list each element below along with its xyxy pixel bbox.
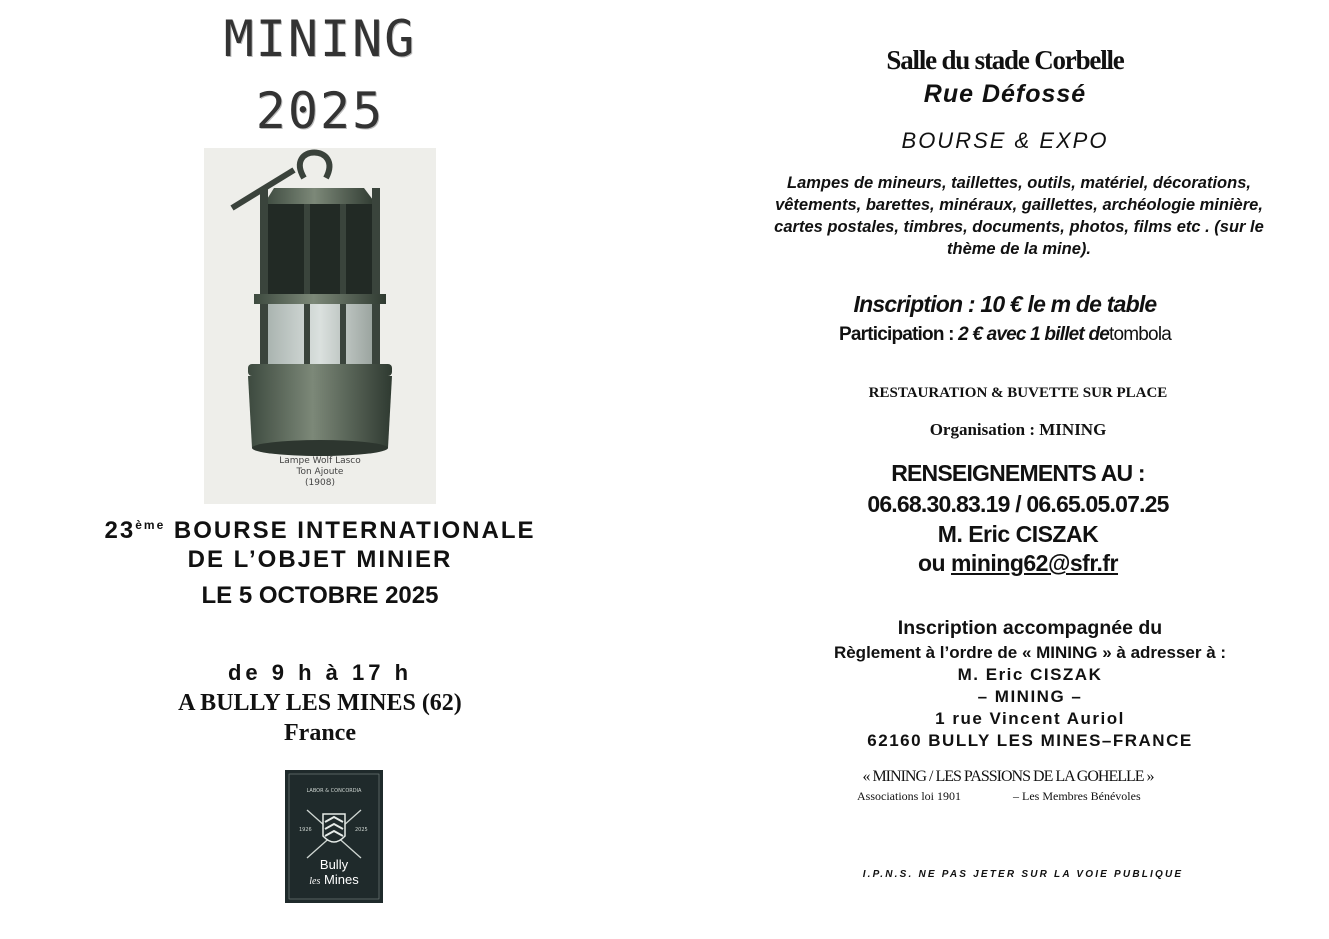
renseignements-heading: RENSEIGNEMENTS AU : xyxy=(891,460,1145,486)
event-title-line-2: DE L’OBJET MINIER xyxy=(187,546,453,573)
lamp-caption-line-2: Ton Ajoute xyxy=(296,467,344,477)
event-title-line-1 xyxy=(20,509,620,547)
association-members: – Les Membres Bénévoles xyxy=(1013,789,1141,803)
inscription-price: Inscription : 10 € le m de table xyxy=(853,291,1157,317)
title-mining: MINING xyxy=(223,10,417,68)
email-link[interactable]: mining62@sfr.fr xyxy=(950,550,1119,576)
items-line-2: vêtements, barettes, minéraux, gaillettes, archéologie minière, xyxy=(775,196,1263,214)
logo-year-left: 1926 xyxy=(299,827,312,833)
lamp-caption-line-3: (1908) xyxy=(305,478,335,488)
lamp-caption xyxy=(204,456,436,489)
participation-price xyxy=(705,324,1305,346)
address-line-5: 62160 BULLY LES MINES–FRANCE xyxy=(867,731,1193,750)
address-line-4: 1 rue Vincent Auriol xyxy=(935,709,1125,728)
event-place: A BULLY LES MINES (62) xyxy=(178,690,462,716)
logo-name-les: les xyxy=(309,876,321,887)
logo-motto: LABOR & CONCORDIA xyxy=(306,788,362,794)
association-type: Associations loi 1901 xyxy=(857,789,961,803)
event-number: 23 xyxy=(104,517,136,544)
bully-les-mines-logo xyxy=(285,770,383,903)
items-line-1: Lampes de mineurs, taillettes, outils, matériel, décorations, xyxy=(787,174,1251,192)
logo-year-right: 2025 xyxy=(355,827,368,833)
address-line-3: – MINING – xyxy=(977,687,1083,706)
logo-name-line-1: Bully xyxy=(319,857,349,872)
participation-tombola: tombola xyxy=(1109,324,1172,345)
contact-email-line xyxy=(718,550,1318,577)
event-country: France xyxy=(284,720,356,746)
email-prefix: ou xyxy=(917,550,951,576)
logo-name-line-2 xyxy=(285,873,383,889)
restauration-note: RESTAURATION & BUVETTE SUR PLACE xyxy=(868,385,1168,401)
items-line-3: cartes postales, timbres, documents, photos, films etc . (sur le xyxy=(774,218,1264,236)
association-name: « MINING / LES PASSIONS DE LA GOHELLE » xyxy=(862,768,1154,785)
contact-phones: 06.68.30.83.19 / 06.65.05.07.25 xyxy=(867,491,1169,517)
organisation-note: Organisation : MINING xyxy=(929,420,1107,439)
participation-amount: 2 € avec 1 billet de xyxy=(958,324,1110,345)
event-name: BOURSE INTERNATIONALE xyxy=(173,517,536,544)
miner-lamp-illustration xyxy=(204,148,436,504)
ipns-notice: I.P.N.S. NE PAS JETER SUR LA VOIE PUBLIQUE xyxy=(862,869,1184,880)
address-block xyxy=(730,642,1329,752)
event-hours: de 9 h à 17 h xyxy=(227,660,413,685)
contact-name: M. Eric CISZAK xyxy=(937,521,1099,547)
event-date: LE 5 OCTOBRE 2025 xyxy=(201,582,439,609)
miner-lamp-image xyxy=(204,148,436,504)
venue-name: Salle du stade Corbelle xyxy=(886,45,1124,75)
address-line-2: M. Eric CISZAK xyxy=(957,665,1103,684)
logo-name-mines: Mines xyxy=(324,872,359,887)
title-year: 2025 xyxy=(255,82,385,140)
participation-label: Participation : xyxy=(838,324,959,345)
items-line-4: thème de la mine). xyxy=(947,240,1091,258)
venue-street: Rue Défossé xyxy=(923,80,1087,108)
lamp-caption-line-1: Lampe Wolf Lasco xyxy=(279,456,361,466)
bourse-expo-heading: BOURSE & EXPO xyxy=(901,128,1109,153)
items-list xyxy=(715,172,1323,260)
event-number-suffix: ème xyxy=(135,518,166,532)
address-heading: Inscription accompagnée du xyxy=(897,617,1163,639)
address-line-1: Règlement à l’ordre de « MINING » à adresser à : xyxy=(833,643,1227,662)
